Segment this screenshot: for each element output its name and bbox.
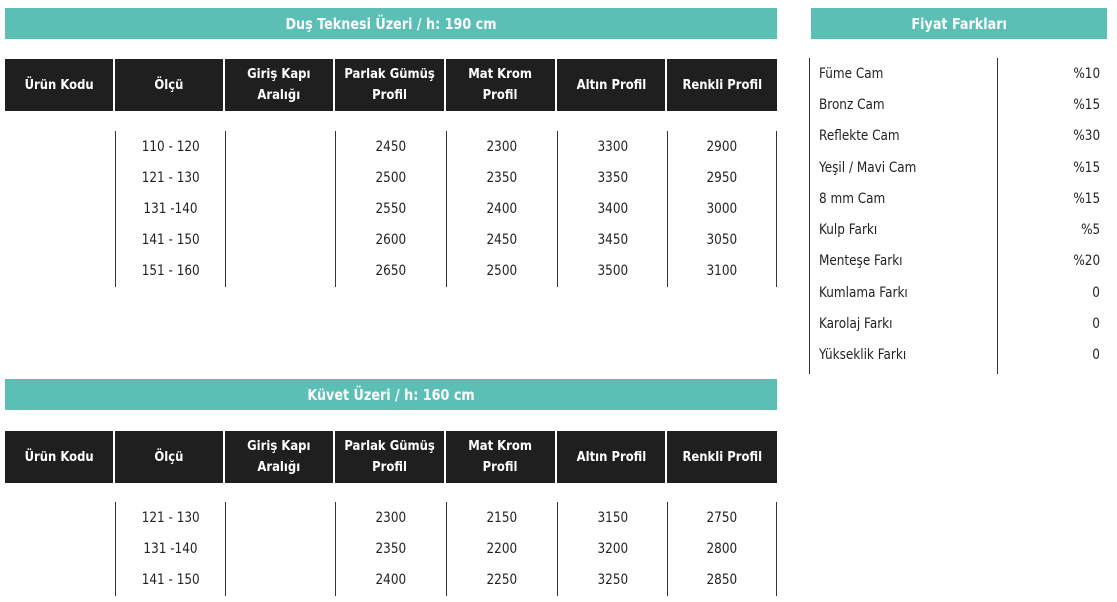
table-cell: 3100 [706,263,738,280]
price-diff-value: %20 [1073,253,1100,270]
table-cell: 141 - 150 [141,571,200,588]
section-banner-bathtub [5,379,777,410]
header-renkli: Renkli Profil [682,76,762,93]
price-diff-row [810,89,1110,120]
column-giris-kapi [225,502,335,596]
price-diff-title: Fiyat Farkları [911,14,1007,33]
table-cell: 2300 [486,138,518,155]
column-urun-kodu [5,502,115,596]
price-diff-label: Menteşe Farkı [819,253,903,270]
table-body-shower [5,131,777,287]
table-cell: 110 - 120 [141,138,200,155]
price-diff-row [810,340,1110,371]
price-diff-value: %15 [1073,96,1100,113]
table-header-shower [5,59,777,111]
table-cell: 2850 [706,571,738,588]
price-diff-label: 8 mm Cam [819,190,886,207]
column-altin [557,131,667,287]
table-cell: 2950 [706,169,738,186]
column-renkli [667,502,777,596]
header-olcu: Ölçü [115,431,225,483]
column-parlak-gumus [335,502,446,596]
price-diff-label: Yükseklik Farkı [819,347,907,364]
price-diff-label: Reflekte Cam [819,128,900,145]
table-cell: 3500 [597,263,628,280]
price-diff-value: %15 [1073,190,1100,207]
table-cell: 3200 [597,540,628,557]
table-cell: 2200 [486,540,518,557]
section-title: Duş Teknesi Üzeri / h: 190 cm [285,14,497,33]
price-diff-row [810,121,1110,152]
table-cell: 141 - 150 [141,232,200,249]
header-olcu: Ölçü [115,59,225,111]
column-urun-kodu [5,131,115,287]
table-cell: 2900 [706,138,738,155]
table-cell: 151 - 160 [141,263,200,280]
table-cell: 2300 [375,509,407,526]
table-cell: 2150 [486,509,518,526]
price-diff-value: 0 [1092,316,1100,333]
header-renkli: Renkli Profil [682,448,762,465]
table-header-bathtub [5,431,777,483]
price-diff-banner [811,8,1107,39]
column-olcu [115,131,225,287]
table-cell: 3150 [597,509,628,526]
price-diff-row [810,152,1110,183]
price-diff-row [810,308,1110,339]
table-cell: 2350 [375,540,407,557]
header-mat-krom: Mat Krom Profil [446,431,557,483]
column-olcu [115,502,225,596]
price-diff-value: %15 [1073,159,1100,176]
header-giris-kapi: Giriş Kapı Aralığı [225,431,335,483]
price-diff-label: Füme Cam [819,65,884,82]
header-parlak-gumus: Parlak Gümüş Profil [335,59,446,111]
price-diff-value: %5 [1080,222,1100,239]
table-cell: 3050 [706,232,738,249]
column-mat-krom [446,131,557,287]
table-cell: 131 -140 [143,200,198,217]
price-diff-label: Karolaj Farkı [819,316,893,333]
table-cell: 131 -140 [143,540,198,557]
table-cell: 2650 [375,263,407,280]
table-cell: 3400 [597,200,628,217]
price-diff-row [810,58,1110,89]
header-altin: Altın Profil [557,59,667,111]
header-giris-kapi: Giriş Kapı Aralığı [225,59,335,111]
price-diff-value: %30 [1073,128,1100,145]
table-cell: 3450 [597,232,628,249]
table-cell: 2400 [375,571,407,588]
column-mat-krom [446,502,557,596]
price-diff-label: Kumlama Farkı [819,284,908,301]
table-cell: 2750 [706,509,738,526]
price-diff-list [809,58,1109,374]
section-title: Küvet Üzeri / h: 160 cm [307,385,475,404]
table-body-bathtub [5,502,777,596]
header-altin: Altın Profil [557,431,667,483]
price-diff-row [810,246,1110,277]
price-diff-row [810,215,1110,246]
table-cell: 3250 [597,571,628,588]
column-giris-kapi [225,131,335,287]
header-urun-kodu: Ürün Kodu [5,59,115,111]
table-cell: 2250 [486,571,518,588]
header-parlak-gumus: Parlak Gümüş Profil [335,431,446,483]
table-cell: 121 - 130 [141,169,200,186]
price-diff-label: Yeşil / Mavi Cam [819,159,917,176]
table-cell: 2400 [486,200,518,217]
table-cell: 2500 [375,169,407,186]
column-altin [557,502,667,596]
price-diff-row [810,183,1110,214]
table-cell: 2450 [375,138,407,155]
column-renkli [667,131,777,287]
price-diff-value: 0 [1092,284,1100,301]
price-diff-value: 0 [1092,347,1100,364]
table-cell: 2800 [706,540,738,557]
header-urun-kodu: Ürün Kodu [5,431,115,483]
table-cell: 3000 [706,200,738,217]
price-diff-label: Kulp Farkı [819,222,878,239]
table-cell: 3300 [597,138,628,155]
column-parlak-gumus [335,131,446,287]
section-banner-shower [5,8,777,39]
price-diff-label: Bronz Cam [819,96,885,113]
price-diff-row [810,277,1110,308]
header-mat-krom: Mat Krom Profil [446,59,557,111]
table-cell: 2500 [486,263,518,280]
table-cell: 2600 [375,232,407,249]
price-diff-value: %10 [1073,65,1100,82]
table-cell: 2350 [486,169,518,186]
table-cell: 3350 [597,169,628,186]
table-cell: 121 - 130 [141,509,200,526]
table-cell: 2450 [486,232,518,249]
table-cell: 2550 [375,200,407,217]
